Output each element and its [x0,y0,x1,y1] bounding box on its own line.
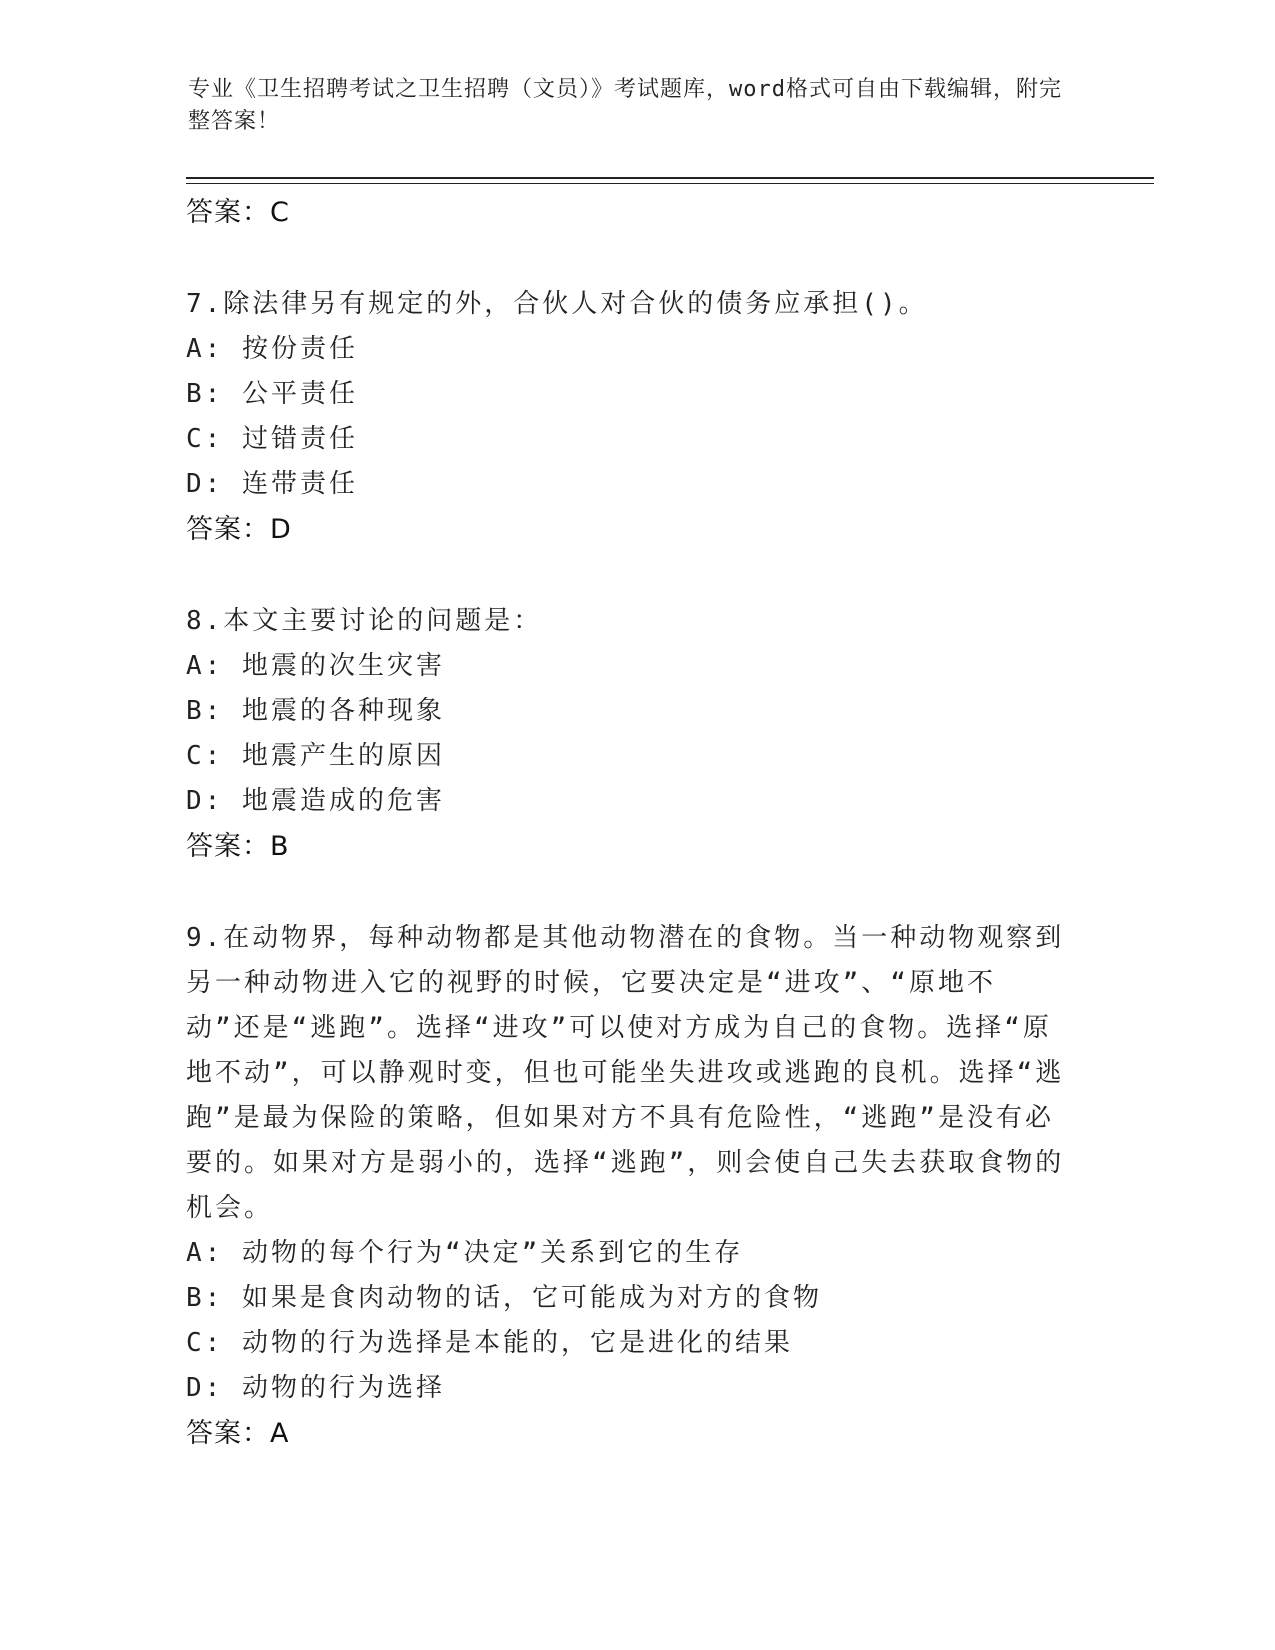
answer-label: 答案： [186,831,270,862]
question-stem: 8.本文主要讨论的问题是： [186,606,543,636]
question-9 [186,916,1086,1457]
spacer [186,870,1086,916]
spacer [186,236,1086,282]
answer-value: D [270,514,292,545]
answer-line [186,507,1086,553]
option-d: D: 连带责任 [186,469,358,499]
question-stem: 7.除法律另有规定的外，合伙人对合伙的债务应承担()。 [186,289,928,319]
answer-label: 答案： [186,514,270,545]
option-b: B: 地震的各种现象 [186,696,445,726]
option-c: C: 地震产生的原因 [186,741,445,771]
answer-value: B [270,831,290,862]
question-8 [186,599,1086,870]
header-rule-thick [186,177,1154,179]
document-header: 专业《卫生招聘考试之卫生招聘（文员）》考试题库，word格式可自由下载编辑，附完整答案！ [188,77,1062,134]
option-c: C: 过错责任 [186,424,358,454]
option-c: C: 动物的行为选择是本能的，它是进化的结果 [186,1328,793,1358]
option-a: A: 按份责任 [186,334,358,364]
option-b: B: 公平责任 [186,379,358,409]
answer-label: 答案： [186,197,270,228]
spacer [186,553,1086,599]
question-list [186,190,1086,1457]
answer-value: A [270,1418,290,1449]
header-rule-thin [186,183,1154,184]
question-stem: 9.在动物界，每种动物都是其他动物潜在的食物。当一种动物观察到另一种动物进入它的视野的时候，它要决定是“进攻”、“原地不动”还是“逃跑”。选择“进攻”可以使对方成为自己的食物。选择“原地不动”，可以静观时变，但也可能坐失进攻或逃跑的良机。选择“逃跑”是最为保险的策略，但如果对方不具有危险性，“逃跑”是没有必要的。如果对方是弱小的，选择“逃跑”，则会使自己失去获取食物的机会。 [186,923,1065,1223]
answer-label: 答案： [186,1418,270,1449]
answer-line [186,1411,1086,1457]
answer-line [186,190,1086,236]
option-d: D: 地震造成的危害 [186,786,445,816]
option-a: A: 动物的每个行为“决定”关系到它的生存 [186,1238,744,1268]
answer-value: C [270,197,290,228]
question-7 [186,282,1086,553]
option-b: B: 如果是食肉动物的话，它可能成为对方的食物 [186,1283,822,1313]
option-d: D: 动物的行为选择 [186,1373,445,1403]
answer-line [186,824,1086,870]
option-a: A: 地震的次生灾害 [186,651,445,681]
